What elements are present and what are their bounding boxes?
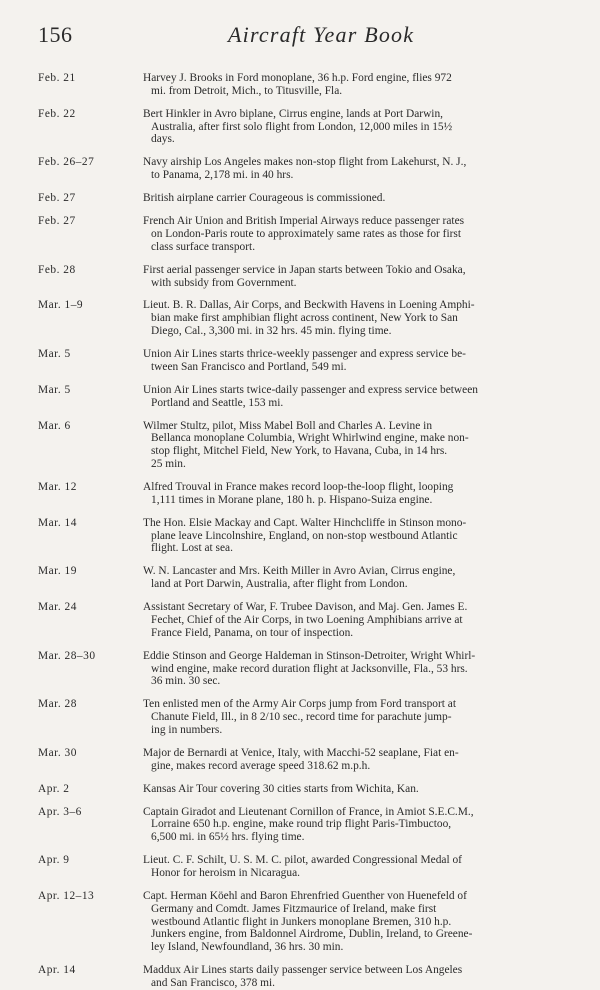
entry-date: Apr. 14 bbox=[38, 964, 76, 977]
entry-date: Mar. 5 bbox=[38, 348, 71, 361]
entry-date: Apr. 9 bbox=[38, 854, 70, 867]
entry-text bbox=[143, 806, 567, 844]
page-header bbox=[38, 22, 576, 62]
entry-line: plane leave Lincolnshire, England, on non-stop westbound Atlantic bbox=[151, 529, 458, 542]
chronology-entry bbox=[38, 192, 576, 205]
entry-line: 6,500 mi. in 65½ hrs. flying time. bbox=[151, 831, 305, 844]
entry-text bbox=[143, 384, 567, 410]
entry-line: Ten enlisted men of the Army Air Corps jump from Ford transport at bbox=[143, 698, 457, 711]
entry-text bbox=[143, 517, 567, 555]
entry-line: Fechet, Chief of the Air Corps, in two Loening Amphibians arrive at bbox=[151, 613, 463, 626]
entry-date: Mar. 12 bbox=[38, 481, 77, 493]
entry-date: Apr. 3–6 bbox=[38, 805, 82, 818]
entry-line: Eddie Stinson and George Haldeman in Stinson-Detroiter, Wright Whirl- bbox=[143, 649, 476, 662]
entry-line: British airplane carrier Courageous is commissioned. bbox=[143, 192, 386, 205]
entry-text bbox=[143, 481, 567, 507]
entry-line: First aerial passenger service in Japan starts between Tokio and Osaka, bbox=[143, 263, 466, 276]
entry-line: with subsidy from Government. bbox=[151, 276, 297, 289]
entry-line: W. N. Lancaster and Mrs. Keith Miller in Avro Avian, Cirrus engine, bbox=[143, 565, 456, 578]
entry-date: Mar. 24 bbox=[38, 601, 77, 614]
chronology-entry bbox=[38, 783, 576, 796]
chronology-entry bbox=[38, 565, 576, 591]
entry-text bbox=[143, 783, 567, 796]
entry-line: Wilmer Stultz, pilot, Miss Mabel Boll and Charles A. Levine in bbox=[143, 419, 433, 432]
entry-date: Mar. 28–30 bbox=[38, 649, 96, 662]
entry-date: Feb. 22 bbox=[38, 107, 76, 120]
entry-date: Apr. 2 bbox=[38, 782, 70, 795]
entry-line: mi. from Detroit, Mich., to Titusville, Fla. bbox=[151, 84, 343, 97]
entry-date: Mar. 6 bbox=[38, 419, 71, 432]
entry-line: to Panama, 2,178 mi. in 40 hrs. bbox=[151, 169, 294, 182]
entry-line: Union Air Lines starts twice-daily passenger and express service between bbox=[143, 383, 478, 396]
entry-text bbox=[143, 299, 567, 337]
entry-line: and San Francisco, 378 mi. bbox=[151, 976, 276, 989]
entry-line: ing in numbers. bbox=[151, 723, 223, 736]
chronology-entry bbox=[38, 698, 576, 736]
entry-text bbox=[143, 264, 567, 290]
chronology-entry bbox=[38, 72, 576, 98]
entry-line: France Field, Panama, on tour of inspection. bbox=[151, 626, 354, 639]
chronology-entry bbox=[38, 108, 576, 146]
entry-line: French Air Union and British Imperial Airways reduce passenger rates bbox=[143, 215, 465, 228]
chronology-entry bbox=[38, 156, 576, 182]
entry-line: ley Island, Newfoundland, 36 hrs. 30 min. bbox=[151, 941, 344, 954]
chronology-entry bbox=[38, 348, 576, 374]
entry-line: 25 min. bbox=[151, 458, 186, 471]
entry-line: westbound Atlantic flight in Junkers monoplane Bremen, 310 h.p. bbox=[151, 915, 452, 928]
entry-date: Feb. 28 bbox=[38, 263, 76, 276]
chronology-entry bbox=[38, 299, 576, 337]
chronology-entry bbox=[38, 806, 576, 844]
chronology-entry bbox=[38, 215, 576, 253]
entry-text bbox=[143, 964, 567, 990]
chronology-entry bbox=[38, 517, 576, 555]
entry-line: Honor for heroism in Nicaragua. bbox=[151, 867, 300, 880]
entry-date: Feb. 27 bbox=[38, 192, 76, 205]
entry-line: stop flight, Mitchel Field, New York, to Havana, Cuba, in 14 hrs. bbox=[151, 445, 448, 458]
entry-text bbox=[143, 890, 567, 954]
entry-text bbox=[143, 747, 567, 773]
entry-line: Diego, Cal., 3,300 mi. in 32 hrs. 45 min. flying time. bbox=[151, 325, 392, 338]
entry-line: Union Air Lines starts thrice-weekly passenger and express service be- bbox=[143, 348, 466, 361]
entry-line: 36 min. 30 sec. bbox=[151, 675, 221, 688]
entry-line: Portland and Seattle, 153 mi. bbox=[151, 396, 284, 409]
entry-text bbox=[143, 565, 567, 591]
entry-text bbox=[143, 698, 567, 736]
chronology-entry bbox=[38, 384, 576, 410]
entry-text bbox=[143, 192, 567, 205]
chronology-entry bbox=[38, 854, 576, 880]
entry-line: Maddux Air Lines starts daily passenger service between Los Angeles bbox=[143, 964, 463, 977]
entry-date: Mar. 14 bbox=[38, 516, 77, 529]
entry-line: wind engine, make record duration flight at Jacksonville, Fla., 53 hrs. bbox=[151, 662, 468, 675]
entry-line: Navy airship Los Angeles makes non-stop flight from Lakehurst, N. J., bbox=[143, 156, 467, 169]
chronology-entry bbox=[38, 481, 576, 507]
entry-line: Major de Bernardi at Venice, Italy, with Macchi-52 seaplane, Fiat en- bbox=[143, 746, 459, 759]
entry-line: Junkers engine, from Baldonnel Airdrome, Dublin, Ireland, to Greene- bbox=[151, 928, 473, 941]
entry-line: bian make first amphibian flight across continent, New York to San bbox=[151, 312, 458, 325]
entry-date: Apr. 12–13 bbox=[38, 890, 95, 902]
entry-text bbox=[143, 72, 567, 98]
entry-text bbox=[143, 601, 567, 639]
entry-line: The Hon. Elsie Mackay and Capt. Walter Hinchcliffe in Stinson mono- bbox=[143, 516, 467, 529]
entry-line: Bellanca monoplane Columbia, Wright Whirlwind engine, make non- bbox=[151, 432, 469, 445]
entry-line: Kansas Air Tour covering 30 cities starts from Wichita, Kan. bbox=[143, 782, 419, 795]
entry-line: Germany and Comdt. James Fitzmaurice of Ireland, make first bbox=[151, 902, 437, 915]
chronology-entry bbox=[38, 264, 576, 290]
entry-line: flight. Lost at sea. bbox=[151, 542, 233, 555]
entry-date: Mar. 1–9 bbox=[38, 299, 84, 312]
chronology-entry bbox=[38, 650, 576, 688]
entry-date: Mar. 30 bbox=[38, 746, 77, 759]
entry-line: Assistant Secretary of War, F. Trubee Davison, and Maj. Gen. James E. bbox=[143, 601, 468, 614]
entry-line: Lorraine 650 h.p. engine, make round trip flight Paris-Timbuctoo, bbox=[151, 818, 452, 831]
chronology-entry bbox=[38, 420, 576, 471]
entry-text bbox=[143, 854, 567, 880]
entry-line: on London-Paris route to approximately same rates as those for first bbox=[151, 227, 461, 240]
chronology-entry bbox=[38, 890, 576, 954]
entry-date: Mar. 19 bbox=[38, 565, 77, 578]
chronology-entry bbox=[38, 747, 576, 773]
entry-line: days. bbox=[151, 133, 175, 146]
entry-date: Feb. 21 bbox=[38, 72, 76, 84]
entry-line: Alfred Trouval in France makes record loop-the-loop flight, looping bbox=[143, 481, 454, 493]
entry-line: Captain Giradot and Lieutenant Cornillon of France, in Amiot S.E.C.M., bbox=[143, 805, 474, 818]
entry-line: Harvey J. Brooks in Ford monoplane, 36 h.p. Ford engine, flies 972 bbox=[143, 72, 452, 84]
entry-text bbox=[143, 108, 567, 146]
entry-date: Feb. 27 bbox=[38, 215, 76, 228]
entry-line: land at Port Darwin, Australia, after flight from London. bbox=[151, 578, 408, 591]
running-title: Aircraft Year Book bbox=[228, 22, 415, 47]
entry-line: Bert Hinkler in Avro biplane, Cirrus engine, lands at Port Darwin, bbox=[143, 107, 443, 120]
page-number: 156 bbox=[38, 22, 73, 47]
entry-line: 1,111 times in Morane plane, 180 h. p. Hispano-Suiza engine. bbox=[151, 493, 433, 506]
entry-line: Australia, after first solo flight from London, 12,000 miles in 15½ bbox=[151, 120, 453, 133]
entry-line: Capt. Herman Köehl and Baron Ehrenfried Guenther von Huenefeld of bbox=[143, 890, 467, 902]
entry-date: Mar. 5 bbox=[38, 383, 71, 396]
entry-text bbox=[143, 650, 567, 688]
entry-line: gine, makes record average speed 318.62 m.p.h. bbox=[151, 759, 371, 772]
entry-line: Lieut. C. F. Schilt, U. S. M. C. pilot, awarded Congressional Medal of bbox=[143, 854, 462, 867]
entry-date: Mar. 28 bbox=[38, 698, 77, 711]
chronology-entry bbox=[38, 964, 576, 990]
entry-text bbox=[143, 348, 567, 374]
entry-text bbox=[143, 215, 567, 253]
chronology-entry bbox=[38, 601, 576, 639]
entry-line: Lieut. B. R. Dallas, Air Corps, and Beckwith Havens in Loening Amphi- bbox=[143, 299, 475, 312]
entry-date: Feb. 26–27 bbox=[38, 156, 95, 169]
entry-line: class surface transport. bbox=[151, 240, 256, 253]
entry-text bbox=[143, 420, 567, 471]
entry-line: Chanute Field, Ill., in 8 2/10 sec., record time for parachute jump- bbox=[151, 711, 452, 724]
chronology-list bbox=[38, 72, 576, 990]
entry-line: tween San Francisco and Portland, 549 mi. bbox=[151, 360, 347, 373]
entry-text bbox=[143, 156, 567, 182]
